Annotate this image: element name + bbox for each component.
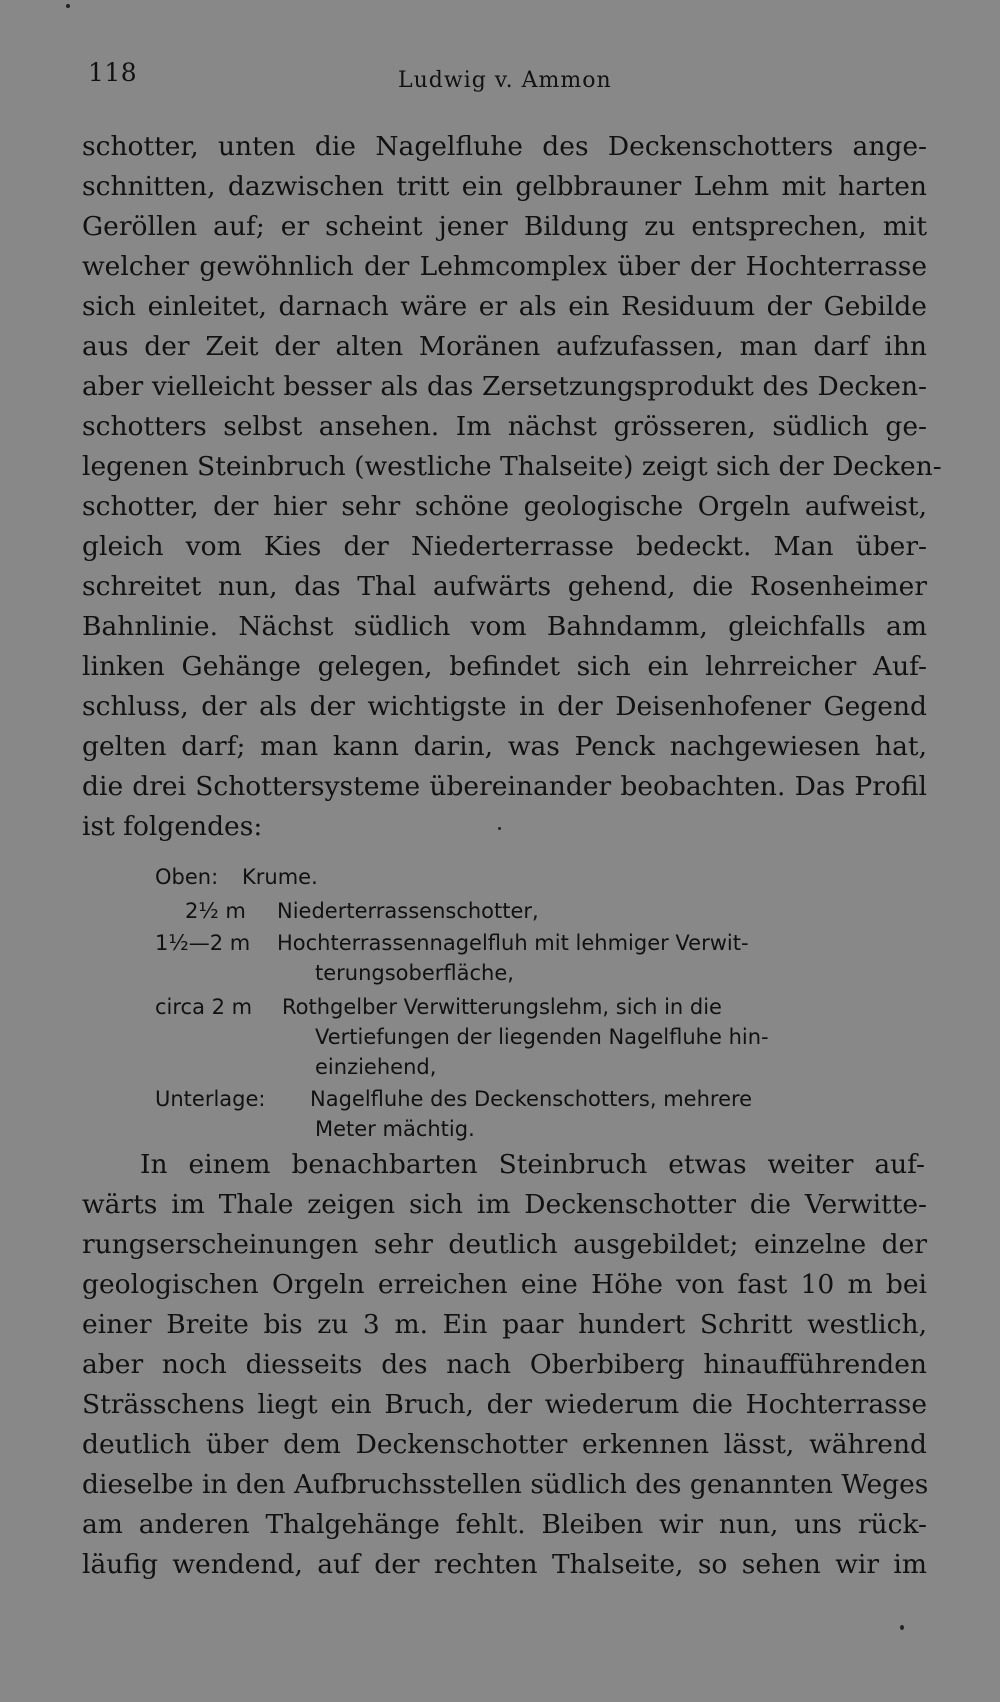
profile-text: Krume. xyxy=(242,865,318,889)
text-line: schreitet nun, das Thal aufwärts gehend, die Rosenheimer xyxy=(82,571,927,602)
profile-text: Hochterrassennagelfluh mit lehmiger Verwit- xyxy=(277,931,749,955)
text-line: einer Breite bis zu 3 m. Ein paar hundert Schritt westlich, xyxy=(82,1309,927,1340)
text-line: sich einleitet, darnach wäre er als ein Residuum der Gebilde xyxy=(82,291,927,322)
text-line: Bahnlinie. Nächst südlich vom Bahndamm, gleichfalls am xyxy=(82,611,927,642)
text-line: gelten darf; man kann darin, was Penck nachgewiesen hat, xyxy=(82,731,927,762)
text-line: welcher gewöhnlich der Lehmcomplex über der Hochterrasse xyxy=(82,251,927,282)
text-line: legenen Steinbruch (westliche Thalseite) zeigt sich der Decken- xyxy=(82,451,942,482)
page-header xyxy=(88,58,923,98)
text-line: linken Gehänge gelegen, befindet sich ein lehrreicher Auf- xyxy=(82,651,927,682)
text-line: schotter, unten die Nagelfluhe des Deckenschotters ange- xyxy=(82,131,927,162)
profile-text: Nagelfluhe des Deckenschotters, mehrere xyxy=(310,1087,753,1111)
profile-label: Oben: xyxy=(155,865,219,889)
text-line: aber vielleicht besser als das Zersetzungsprodukt des Decken- xyxy=(82,371,927,402)
profile-text: Niederterrassenschotter, xyxy=(277,899,539,923)
profile-label: 1½—2 m xyxy=(155,931,251,955)
text-line: geologischen Orgeln erreichen eine Höhe von fast 10 m bei xyxy=(82,1269,927,1300)
profile-label: Unterlage: xyxy=(155,1087,266,1111)
text-line: schotter, der hier sehr schöne geologische Orgeln aufweist, xyxy=(82,491,927,522)
text-line: aus der Zeit der alten Moränen aufzufassen, man darf ihn xyxy=(82,331,927,362)
text-line: ist folgendes: xyxy=(82,811,263,842)
profile-label: 2½ m xyxy=(185,899,246,923)
text-line: läufig wendend, auf der rechten Thalseite, so sehen wir im xyxy=(82,1549,927,1580)
text-line: dieselbe in den Aufbruchsstellen südlich des genannten Weges xyxy=(82,1469,929,1500)
text-line: Geröllen auf; er scheint jener Bildung zu entsprechen, mit xyxy=(82,211,927,242)
text-line: wärts im Thale zeigen sich im Deckenschotter die Verwitte- xyxy=(82,1189,927,1220)
scan-speck xyxy=(66,4,70,8)
text-line: deutlich über dem Deckenschotter erkennen lässt, während xyxy=(82,1429,927,1460)
profile-text: Meter mächtig. xyxy=(315,1117,475,1141)
profile-text: Rothgelber Verwitterungslehm, sich in die xyxy=(282,995,722,1019)
text-line: aber noch diesseits des nach Oberbiberg hinaufführenden xyxy=(82,1349,927,1380)
profile-text: einziehend, xyxy=(315,1055,437,1079)
text-line: Strässchens liegt ein Bruch, der wiederum die Hochterrasse xyxy=(82,1389,927,1420)
text-line: schluss, der als der wichtigste in der Deisenhofener Gegend xyxy=(82,691,927,722)
text-line: am anderen Thalgehänge fehlt. Bleiben wir nun, uns rück- xyxy=(82,1509,927,1540)
scan-speck xyxy=(498,827,501,830)
profile-text: Vertiefungen der liegenden Nagelfluhe hin- xyxy=(315,1025,769,1049)
profile-text: terungsoberfläche, xyxy=(315,961,514,985)
text-line: die drei Schottersysteme übereinander beobachten. Das Profil xyxy=(82,771,927,802)
scan-speck xyxy=(900,1625,904,1630)
text-line: rungserscheinungen sehr deutlich ausgebildet; einzelne der xyxy=(82,1229,927,1260)
page-number: 118 xyxy=(88,58,138,87)
text-line: schnitten, dazwischen tritt ein gelbbrauner Lehm mit harten xyxy=(82,171,927,202)
profile-label: circa 2 m xyxy=(155,995,253,1019)
text-line: gleich vom Kies der Niederterrasse bedeckt. Man über- xyxy=(82,531,927,562)
text-line: schotters selbst ansehen. Im nächst grösseren, südlich ge- xyxy=(82,411,927,442)
text-line: In einem benachbarten Steinbruch etwas weiter auf- xyxy=(140,1149,925,1180)
running-head: Ludwig v. Ammon xyxy=(398,68,612,93)
